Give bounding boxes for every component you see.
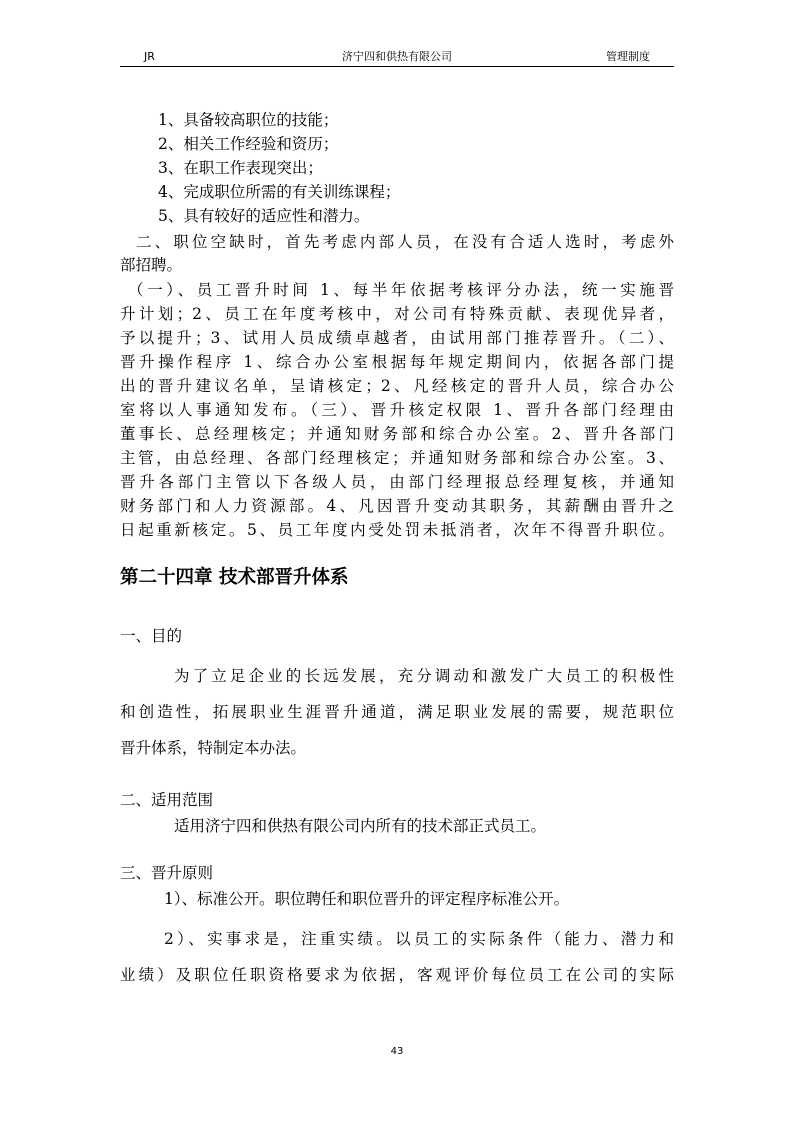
- section-title: 一、目的: [120, 627, 183, 645]
- list-item: 2、相关工作经验和资历；: [158, 135, 339, 153]
- page-number: 43: [390, 1046, 404, 1057]
- paragraph-line: 室将以人事通知发布。（三）、晋升核定权限 1、晋升各部门经理由: [120, 401, 674, 419]
- section-title: 三、晋升原则: [120, 864, 214, 882]
- list-item: 1、具备较高职位的技能；: [158, 111, 339, 129]
- chapter-title: 第二十四章 技术部晋升体系: [120, 567, 349, 588]
- paragraph-line: 晋升各部门主管以下各级人员，由部门经理报总经理复核，并通知: [120, 473, 674, 491]
- paragraph-line: 2）、实事求是，注重实绩。以员工的实际条件（能力、潜力和: [164, 930, 674, 948]
- header-left-code: JR: [144, 50, 155, 63]
- paragraph-line: 出的晋升建议名单，呈请核定；2、凡经核定的晋升人员，综合办公: [120, 377, 674, 395]
- header-company-name: 济宁四和供热有限公司: [342, 50, 452, 63]
- paragraph-line: 晋升操作程序 1、综合办公室根据每年规定期间内，依据各部门提: [120, 353, 674, 371]
- paragraph-line: 财务部门和人力资源部。4、凡因晋升变动其职务，其薪酬由晋升之: [120, 497, 674, 515]
- section-title: 二、适用范围: [120, 791, 214, 809]
- paragraph-line: （一）、员工晋升时间 1、每半年依据考核评分办法，统一实施晋: [128, 281, 674, 299]
- header-rule: [120, 66, 674, 67]
- paragraph-line: 予以提升；3、试用人员成绩卓越者，由试用部门推荐晋升。（二）、: [120, 329, 674, 347]
- paragraph-line: 主管，由总经理、各部门经理核定；并通知财务部和综合办公室。3、: [120, 449, 674, 467]
- paragraph-line: 二、职位空缺时，首先考虑内部人员，在没有合适人选时，考虑外: [136, 233, 674, 251]
- paragraph-line: 和创造性，拓展职业生涯晋升通道，满足职业发展的需要，规范职位: [120, 703, 674, 721]
- header-doc-type: 管理制度: [606, 50, 650, 63]
- paragraph-line: 1）、标准公开。职位聘任和职位晋升的评定程序标准公开。: [164, 890, 570, 908]
- paragraph-line: 部招聘。: [120, 256, 183, 274]
- list-item: 3、在职工作表现突出；: [158, 159, 323, 177]
- list-item: 4、完成职位所需的有关训练课程；: [158, 183, 401, 201]
- page-header: [120, 50, 674, 64]
- paragraph-line: 董事长、总经理核定；并通知财务部和综合办公室。2、晋升各部门: [120, 425, 674, 443]
- list-item: 5、具有较好的适应性和潜力。: [158, 207, 370, 225]
- paragraph-line: 为了立足企业的长远发展，充分调动和激发广大员工的积极性: [174, 667, 674, 685]
- paragraph-line: 适用济宁四和供热有限公司内所有的技术部正式员工。: [174, 817, 547, 835]
- paragraph-line: 升计划；2、员工在年度考核中，对公司有特殊贡献、表现优异者，: [120, 305, 674, 323]
- paragraph-line: 晋升体系，特制定本办法。: [120, 739, 307, 757]
- paragraph-line: 业绩）及职位任职资格要求为依据，客观评价每位员工在公司的实际: [120, 966, 674, 984]
- paragraph-line: 日起重新核定。5、员工年度内受处罚未抵消者，次年不得晋升职位。: [120, 521, 674, 539]
